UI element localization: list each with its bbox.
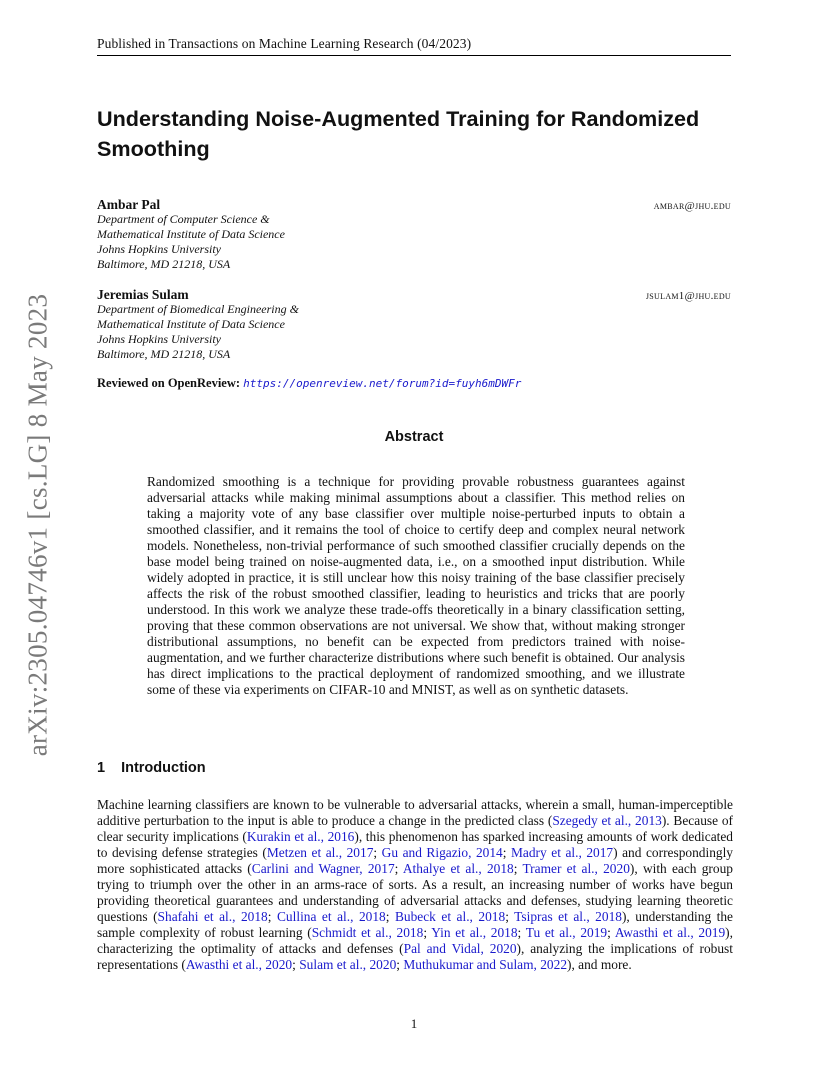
citation-link[interactable]: Tramer et al., 2020 bbox=[522, 861, 630, 876]
section-heading bbox=[97, 760, 206, 776]
author-email[interactable]: jsulam1@jhu.edu bbox=[645, 290, 731, 302]
paragraph-text: ; bbox=[292, 957, 300, 972]
author-affiliation bbox=[97, 212, 285, 272]
citation-link[interactable]: Shafahi et al., 2018 bbox=[157, 909, 268, 924]
citation-link[interactable]: Schmidt et al., 2018 bbox=[311, 925, 424, 940]
citation-link[interactable]: Gu and Rigazio, 2014 bbox=[381, 845, 503, 860]
paragraph-text: ; bbox=[385, 909, 395, 924]
paragraph-text: ) and correspondingly more sophisticated attacks ( bbox=[97, 845, 734, 876]
paragraph-text: ; bbox=[505, 909, 515, 924]
paragraph-text: ), with each group trying to triumph over the other in an arms-race of sorts. As a result, an increasing number of works have begun providing theoretical guarantees and understanding of adversarial attacks and defenses, studying learning theoretic questions ( bbox=[97, 861, 733, 924]
affiliation-line: Baltimore, MD 21218, USA bbox=[97, 257, 231, 271]
affiliation-line: Department of Biomedical Engineering & bbox=[97, 302, 299, 316]
arxiv-identifier-stamp: arXiv:2305.04746v1 [cs.LG] 8 May 2023 bbox=[22, 293, 53, 757]
paragraph-text: ; bbox=[373, 845, 382, 860]
paragraph-text: ; bbox=[394, 861, 403, 876]
paragraph-text: ), this phenomenon has sparked increasing amounts of work dedicated to devising defense strategies ( bbox=[97, 829, 733, 860]
citation-link[interactable]: Awasthi et al., 2019 bbox=[614, 925, 726, 940]
citation-link[interactable]: Muthukumar and Sulam, 2022 bbox=[403, 957, 568, 972]
paragraph-text: ), and more. bbox=[567, 957, 632, 972]
header-rule bbox=[97, 55, 731, 56]
paragraph-text: ; bbox=[502, 845, 512, 860]
paragraph-text: Machine learning classifiers are known to be vulnerable to adversarial attacks, wherein a small, human-imperceptible additive perturbation to the input is able to produce a change in the predicted class ( bbox=[97, 797, 733, 828]
author-name: Jeremias Sulam bbox=[97, 287, 189, 302]
abstract-text: Randomized smoothing is a technique for providing provable robustness guarantees against adversarial attacks while making minimal assumptions about a classifier. This method relies on taking a majority vote of any base classifier over multiple noise-perturbed inputs to obtain a smoothed classifier, and it remains the tool of choice to certify deep and complex neural network models. Nonetheless, non-trivial performance of such smoothed classifier crucially depends on the base model being trained on noise-augmented data, i.e., on a smoothed input distribution. While widely adopted in practice, it is still unclear how this noisy training of the base classifier precisely affects the risk of the robust smoothed classifier, leading to heuristics and tricks that are poorly understood. In this work we analyze these trade-offs theoretically in a binary classification setting, proving that these common observations are not universal. We show that, without making stronger distributional assumptions, no benefit can be expected from predictors trained with noise-augmentation, and we further characterize distributions where such benefit is obtained. Our analysis has direct implications to the practical deployment of randomized smoothing, and we illustrate some of these via experiments on CIFAR-10 and MNIST, as well as on synthetic datasets. bbox=[147, 474, 685, 697]
citation-link[interactable]: Athalye et al., 2018 bbox=[402, 861, 514, 876]
affiliation-line: Department of Computer Science & bbox=[97, 212, 270, 226]
paragraph-text: ), characterizing the optimality of attacks and defenses ( bbox=[97, 925, 733, 956]
citation-link[interactable]: Madry et al., 2017 bbox=[511, 845, 614, 860]
paragraph-text: ; bbox=[517, 925, 526, 940]
citation-link[interactable]: Carlini and Wagner, 2017 bbox=[251, 861, 395, 876]
affiliation-line: Mathematical Institute of Data Science bbox=[97, 227, 285, 241]
affiliation-line: Mathematical Institute of Data Science bbox=[97, 317, 285, 331]
paragraph-text: ; bbox=[267, 909, 277, 924]
citation-link[interactable]: Awasthi et al., 2020 bbox=[185, 957, 293, 972]
citation-link[interactable]: Bubeck et al., 2018 bbox=[394, 909, 506, 924]
citation-link[interactable]: Sulam et al., 2020 bbox=[299, 957, 397, 972]
paragraph-text: ), understanding the sample complexity of robust learning ( bbox=[97, 909, 733, 940]
citation-link[interactable]: Yin et al., 2018 bbox=[431, 925, 518, 940]
citation-link[interactable]: Kurakin et al., 2016 bbox=[246, 829, 355, 844]
citation-link[interactable]: Metzen et al., 2017 bbox=[266, 845, 374, 860]
author-affiliation bbox=[97, 302, 299, 362]
page-number: 1 bbox=[410, 1016, 418, 1031]
openreview-line bbox=[97, 376, 521, 391]
paragraph-text: ). Because of clear security implications ( bbox=[97, 813, 733, 844]
author-email[interactable]: ambar@jhu.edu bbox=[653, 200, 731, 212]
paragraph-text: ; bbox=[423, 925, 432, 940]
paragraph-text: ), analyzing the implications of robust representations ( bbox=[97, 941, 733, 972]
paper-title: Understanding Noise-Augmented Training for Randomized Smoothing bbox=[97, 106, 700, 161]
affiliation-line: Johns Hopkins University bbox=[97, 332, 221, 346]
abstract-heading: Abstract bbox=[384, 429, 444, 445]
author-name: Ambar Pal bbox=[97, 197, 161, 212]
affiliation-line: Johns Hopkins University bbox=[97, 242, 221, 256]
citation-link[interactable]: Tsipras et al., 2018 bbox=[514, 909, 622, 924]
citation-link[interactable]: Cullina et al., 2018 bbox=[277, 909, 386, 924]
paragraph-text: ; bbox=[607, 925, 615, 940]
paragraph-text: ; bbox=[396, 957, 404, 972]
paragraph-text: ; bbox=[513, 861, 523, 876]
section-title: Introduction bbox=[121, 760, 206, 776]
citation-link[interactable]: Pal and Vidal, 2020 bbox=[403, 941, 517, 956]
citation-link[interactable]: Tu et al., 2019 bbox=[525, 925, 608, 940]
section-number: 1 bbox=[97, 760, 106, 776]
openreview-link[interactable]: https://openreview.net/forum?id=fuyh6mDWFr bbox=[243, 377, 522, 390]
openreview-label: Reviewed on OpenReview: bbox=[97, 376, 241, 390]
citation-link[interactable]: Szegedy et al., 2013 bbox=[552, 813, 662, 828]
introduction-paragraph bbox=[97, 797, 733, 973]
affiliation-line: Baltimore, MD 21218, USA bbox=[97, 347, 231, 361]
journal-header: Published in Transactions on Machine Learning Research (04/2023) bbox=[97, 36, 472, 51]
